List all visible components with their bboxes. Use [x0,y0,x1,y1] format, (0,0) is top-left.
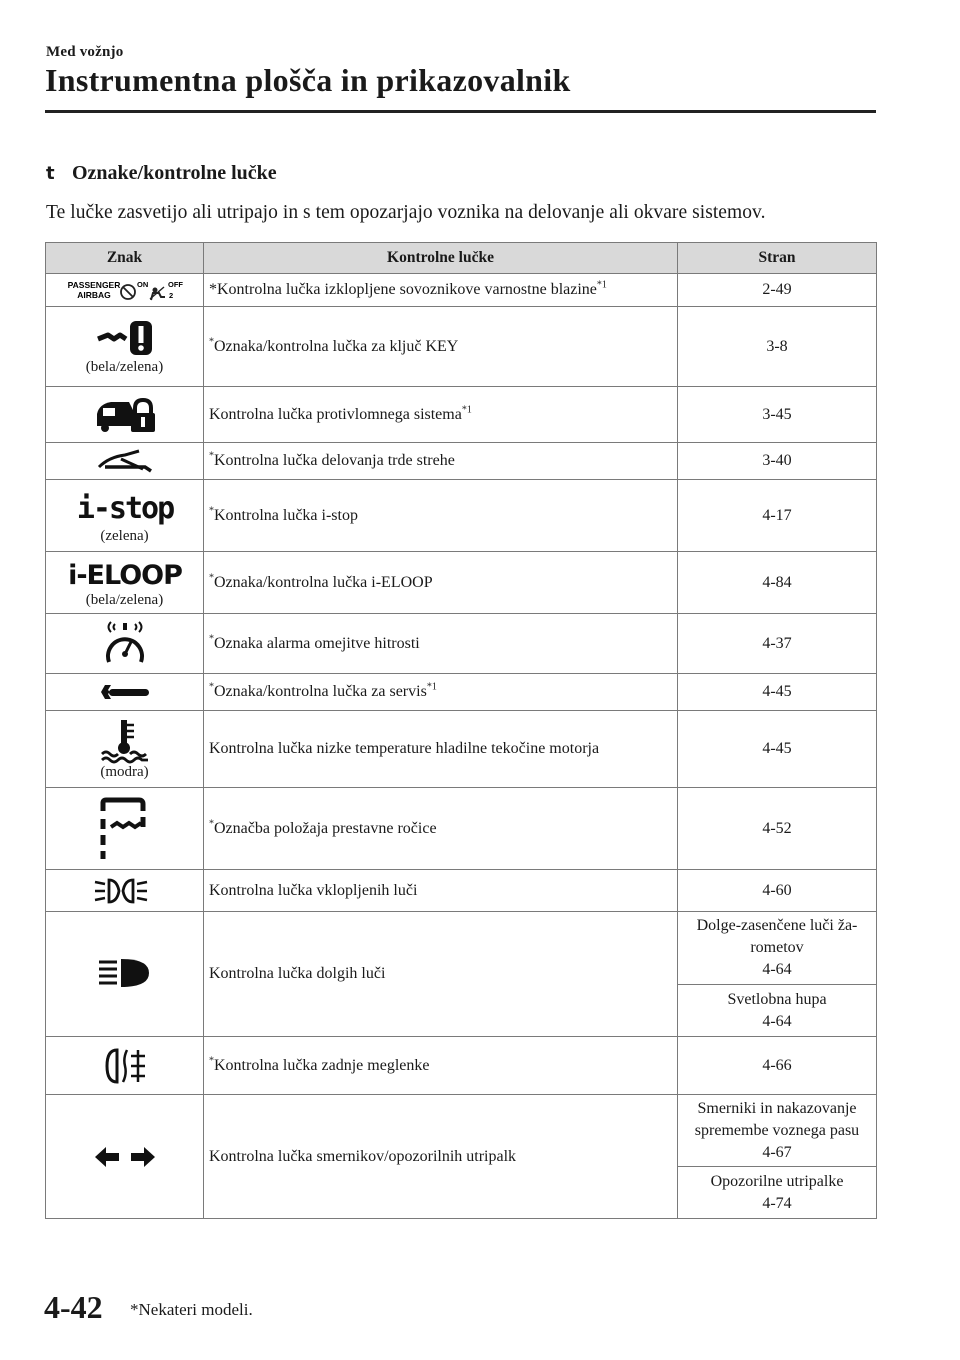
rear-fog-icon [101,1046,149,1086]
page-ref-label: rometov [750,939,804,956]
airbag-label-line1: PASSENGER [67,280,120,290]
page-cell: 3-8 [678,307,877,387]
page-ref-label: Svetlobna hupa [727,990,827,1008]
desc-prefix: * [209,505,214,517]
column-header-indicator: Kontrolne lučke [204,243,678,274]
airbag-seat-number: 2 [168,291,173,300]
desc-text: Oznaka/kontrolna lučka za servis [214,683,427,700]
speed-alarm-icon [101,620,149,668]
table-row [46,1037,877,1095]
symbol-cell [46,1095,204,1219]
desc-text: Kontrolna lučka izklopljene sovoznikove varnostne blazine [217,281,597,298]
page-cell: 4-37 [678,614,877,674]
title-rule [45,110,876,113]
airbag-off-label: OFF [167,280,183,289]
heading-marker: t [46,163,55,184]
desc-footnote-ref: *1 [426,681,437,693]
symbol-cell [46,788,204,870]
symbol-cell [46,614,204,674]
i-stop-icon [76,486,173,526]
desc-text: Oznaka/kontrolna lučka za ključ KEY [214,337,459,355]
symbol-color-note: (bela/zelena) [85,359,164,375]
retractable-roof-icon [95,447,155,475]
symbol-cell [46,1037,204,1095]
page-cell: 4-84 [678,552,877,614]
lights-on-icon [93,876,157,906]
table-row [46,870,877,912]
table-row [46,1095,877,1167]
column-header-page: Stran [678,243,877,274]
i-stop-text: i-stop [76,491,173,526]
desc-text: Kontrolna lučka dolgih luči [209,965,386,982]
description-cell [204,912,678,1037]
desc-footnote-ref: *1 [461,404,472,416]
description-cell [204,711,678,788]
wrench-icon [95,681,155,703]
desc-prefix: * [209,572,214,584]
page-cell [678,912,877,985]
indicator-table [45,242,877,1219]
turn-signal-icon [93,1144,157,1170]
page-ref-label: Dolge-zasenčene luči ža- [696,917,858,934]
desc-text: Oznaka/kontrolna lučka i-ELOOP [214,573,433,591]
table-row [46,788,877,870]
page-cell [678,985,877,1037]
intro-paragraph: Te lučke zasvetijo ali utripajo in s tem opozarjajo voznika na delovanje ali okvare sistemov. [46,202,766,223]
table-row [46,614,877,674]
table-row [46,912,877,985]
description-cell [204,480,678,552]
symbol-color-note: (zelena) [100,528,149,544]
page-cell: 4-17 [678,480,877,552]
page-ref-number: 4-64 [762,1012,792,1030]
page-title: Instrumentna plošča in prikazovalnik [45,62,571,98]
table-header-row [46,243,877,274]
desc-text: Kontrolna lučka i-stop [214,506,358,524]
symbol-cell [46,274,204,307]
page-cell: 3-45 [678,387,877,443]
page-cell: 4-45 [678,674,877,711]
airbag-on-label: ON [136,280,148,289]
page-ref-number: 4-74 [762,1194,792,1212]
description-cell [204,387,678,443]
symbol-cell [46,443,204,480]
sub-heading-text: Oznake/kontrolne lučke [72,162,277,184]
page-cell: 4-52 [678,788,877,870]
description-cell [204,1037,678,1095]
airbag-label-line2: AIRBAG [76,290,111,300]
table-row [46,307,877,387]
key-indicator-icon [94,317,156,357]
table-row [46,443,877,480]
table-row [46,387,877,443]
symbol-color-note: (modra) [100,763,149,780]
desc-text: Oznaka alarma omejitve hitrosti [214,634,420,652]
desc-prefix: * [209,1055,214,1067]
low-coolant-temp-icon [98,718,152,762]
desc-prefix: * [209,281,217,298]
shift-position-icon [95,797,155,861]
desc-text: Kontrolna lučka zadnje meglenke [214,1056,430,1074]
symbol-color-note: (bela/zelena) [85,592,164,608]
page-ref-label: spremembe voznega pasu [694,1121,860,1139]
table-row [46,711,877,788]
description-cell [204,274,678,307]
page-cell [678,1095,877,1167]
desc-text: Kontrolna lučka nizke temperature hladilne tekočine motorja [209,740,600,757]
column-header-symbol: Znak [46,243,204,274]
desc-prefix: * [209,633,214,645]
description-cell [204,674,678,711]
symbol-cell [46,711,204,788]
symbol-cell [46,307,204,387]
page-cell: 3-40 [678,443,877,480]
symbol-cell [46,912,204,1037]
page-ref-number: 4-67 [762,1143,792,1161]
page-ref-number: 4-64 [762,961,792,978]
desc-text: Kontrolna lučka protivlomnega sistema [209,405,462,423]
page-ref-label: Opozorilne utripalke [710,1172,844,1190]
footnote: *Nekateri modeli. [130,1300,253,1319]
desc-text: Kontrolna lučka delovanja trde strehe [214,452,455,469]
table-row [46,552,877,614]
i-eloop-icon [67,556,182,591]
page-cell [678,1167,877,1219]
table-row [46,480,877,552]
symbol-cell [46,552,204,614]
section-label: Med vožnjo [46,44,124,60]
desc-text: Kontrolna lučka smernikov/opozorilnih utripalk [209,1147,517,1165]
description-cell [204,1095,678,1219]
page-ref-label: Smerniki in nakazovanje [697,1099,857,1117]
i-eloop-text: i-ELOOP [67,560,182,591]
description-cell [204,870,678,912]
desc-text: Označba položaja prestavne ročice [214,819,437,837]
desc-prefix: * [209,818,214,830]
symbol-cell [46,387,204,443]
symbol-cell [46,674,204,711]
description-cell [204,307,678,387]
page-cell: 4-45 [678,711,877,788]
security-lock-icon [93,396,157,434]
desc-text: Kontrolna lučka vklopljenih luči [209,881,418,899]
table-row [46,674,877,711]
desc-prefix: * [209,336,214,348]
passenger-airbag-off-icon [65,278,185,302]
desc-prefix: * [209,681,214,693]
page-cell: 2-49 [678,274,877,307]
symbol-cell [46,480,204,552]
page-number: 4-42 [44,1289,103,1325]
table-row [46,274,877,307]
description-cell [204,443,678,480]
high-beam-icon [97,957,153,991]
description-cell [204,788,678,870]
sub-heading [46,162,277,185]
page-cell: 4-60 [678,870,877,912]
symbol-cell [46,870,204,912]
page-cell: 4-66 [678,1037,877,1095]
description-cell [204,552,678,614]
desc-prefix: * [209,450,214,462]
desc-footnote-ref: *1 [596,279,607,291]
description-cell [204,614,678,674]
